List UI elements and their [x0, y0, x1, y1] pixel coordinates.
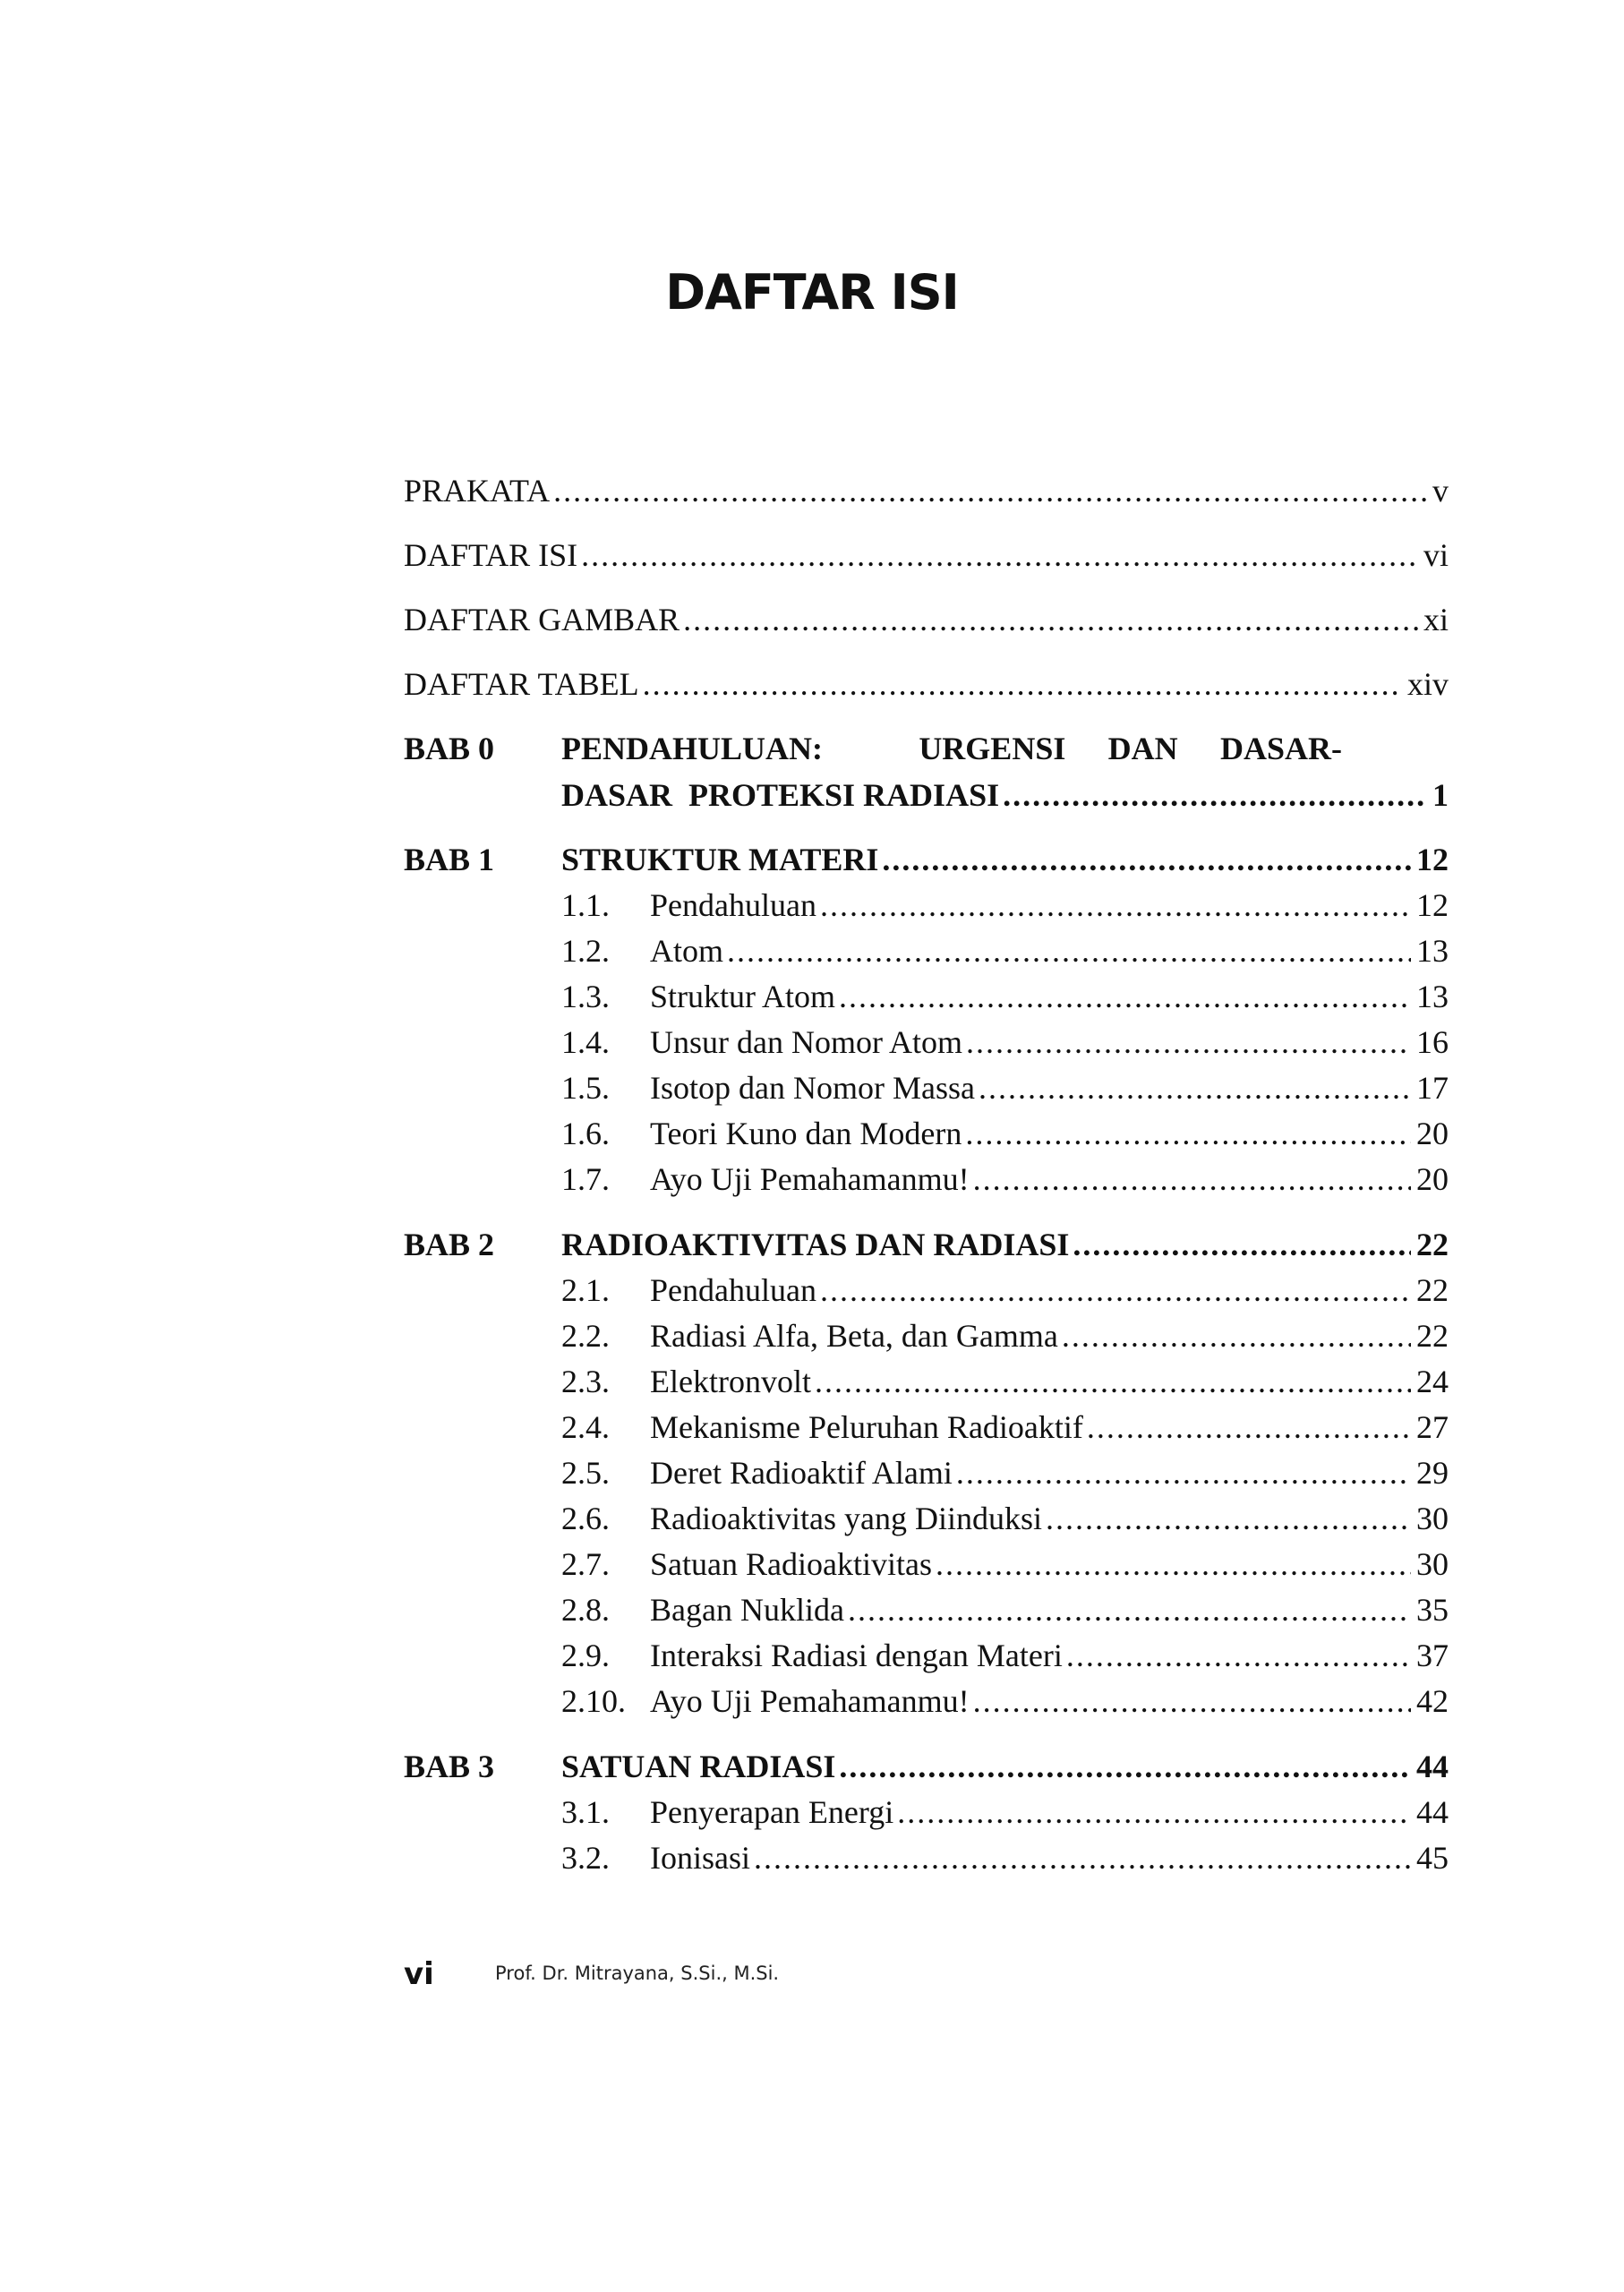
toc-section[interactable] — [650, 1453, 1449, 1492]
toc-entry-page: 42 — [1416, 1683, 1449, 1719]
section-number: 1.4. — [561, 1024, 610, 1060]
dot-leader — [754, 1838, 1411, 1877]
toc-section[interactable] — [650, 1316, 1449, 1356]
section-title: Radioaktivitas yang Diinduksi — [650, 1501, 1042, 1536]
toc-section[interactable] — [650, 1362, 1449, 1401]
toc-entry-page: 30 — [1416, 1501, 1449, 1536]
chapter-title: RADIOAKTIVITAS DAN RADIASI — [561, 1227, 1070, 1262]
toc-entry-page: 20 — [1416, 1161, 1449, 1197]
section-number: 2.2. — [561, 1318, 610, 1354]
section-number: 1.7. — [561, 1161, 610, 1197]
toc-chapter-0[interactable] — [561, 775, 1449, 815]
section-title: Mekanisme Peluruhan Radioaktif — [650, 1409, 1083, 1445]
toc-entry-page: 44 — [1416, 1749, 1449, 1784]
toc-chapter-1[interactable] — [561, 840, 1449, 879]
chapter-number: BAB 2 — [404, 1227, 495, 1262]
toc-entry-page: 20 — [1416, 1116, 1449, 1151]
chapter-title: SATUAN RADIASI — [561, 1749, 836, 1784]
toc-chapter-3[interactable] — [561, 1747, 1449, 1786]
section-number: 2.5. — [561, 1455, 610, 1491]
dot-leader — [936, 1544, 1411, 1584]
toc-section[interactable] — [650, 1068, 1449, 1108]
dot-leader — [848, 1590, 1411, 1629]
dot-leader — [1087, 1407, 1411, 1447]
dot-leader — [965, 1114, 1411, 1153]
toc-entry-page: 22 — [1416, 1318, 1449, 1354]
section-number: 2.6. — [561, 1501, 610, 1536]
toc-entry-daftar-gambar[interactable] — [404, 600, 1449, 639]
chapter-title: STRUKTUR MATERI — [561, 842, 879, 877]
toc-entry-page: 22 — [1416, 1227, 1449, 1262]
toc-entry-page: 16 — [1416, 1024, 1449, 1060]
dot-leader — [1046, 1499, 1411, 1538]
toc-entry-prakata[interactable] — [404, 471, 1449, 510]
section-title: Teori Kuno dan Modern — [650, 1116, 962, 1151]
dot-leader — [727, 931, 1411, 971]
toc-entry-label: DAFTAR TABEL — [404, 666, 639, 702]
toc-section[interactable] — [650, 977, 1449, 1016]
chapter-title-word: DASAR- — [1219, 731, 1342, 766]
toc-entry-page: v — [1432, 473, 1449, 509]
toc-entry-page: 13 — [1416, 933, 1449, 969]
section-title: Interaksi Radiasi dengan Materi — [650, 1638, 1063, 1673]
toc-entry-page: 17 — [1416, 1070, 1449, 1106]
section-number: 3.2. — [561, 1840, 610, 1876]
section-title: Radiasi Alfa, Beta, dan Gamma — [650, 1318, 1058, 1354]
section-title: Satuan Radioaktivitas — [650, 1546, 932, 1582]
section-number: 1.1. — [561, 887, 610, 923]
toc-section[interactable] — [650, 1838, 1449, 1877]
toc-entry-page: 22 — [1416, 1272, 1449, 1308]
toc-section[interactable] — [650, 885, 1449, 925]
chapter-title: DASAR PROTEKSI RADIASI — [561, 777, 1000, 813]
toc-entry-page: xi — [1423, 602, 1449, 637]
section-number: 2.8. — [561, 1592, 610, 1628]
section-number: 2.10. — [561, 1683, 626, 1719]
dot-leader — [581, 535, 1418, 575]
toc-section[interactable] — [650, 1499, 1449, 1538]
chapter-title-line[interactable] — [561, 729, 1342, 768]
chapter-number: BAB 1 — [404, 842, 495, 877]
toc-entry-page: 13 — [1416, 979, 1449, 1014]
chapter-title-word: PENDAHULUAN: — [561, 731, 823, 766]
section-number: 3.1. — [561, 1794, 610, 1830]
toc-entry-page: 1 — [1432, 777, 1449, 813]
dot-leader — [973, 1159, 1411, 1199]
section-title: Elektronvolt — [650, 1364, 811, 1399]
section-title: Struktur Atom — [650, 979, 836, 1014]
toc-entry-label: DAFTAR GAMBAR — [404, 602, 680, 637]
dot-leader — [1003, 775, 1427, 815]
footer-author: Prof. Dr. Mitrayana, S.Si., M.Si. — [495, 1963, 780, 1984]
toc-section[interactable] — [650, 1792, 1449, 1832]
dot-leader — [643, 664, 1402, 704]
dot-leader — [820, 885, 1411, 925]
section-number: 1.3. — [561, 979, 610, 1014]
page-number: vi — [404, 1956, 434, 1992]
toc-section[interactable] — [650, 1681, 1449, 1721]
toc-section[interactable] — [650, 1022, 1449, 1062]
chapter-title-word: URGENSI — [919, 731, 1066, 766]
dot-leader — [897, 1792, 1411, 1832]
section-title: Ionisasi — [650, 1840, 750, 1876]
chapter-number: BAB 3 — [404, 1749, 495, 1784]
toc-entry-page: 35 — [1416, 1592, 1449, 1628]
dot-leader — [1073, 1225, 1411, 1264]
section-number: 2.3. — [561, 1364, 610, 1399]
dot-leader — [815, 1362, 1411, 1401]
toc-section[interactable] — [650, 1407, 1449, 1447]
dot-leader — [956, 1453, 1411, 1492]
toc-entry-page: 29 — [1416, 1455, 1449, 1491]
toc-section[interactable] — [650, 1544, 1449, 1584]
section-number: 1.2. — [561, 933, 610, 969]
section-title: Pendahuluan — [650, 887, 816, 923]
section-title: Deret Radioaktif Alami — [650, 1455, 953, 1491]
toc-entry-daftar-tabel[interactable] — [404, 664, 1449, 704]
section-title: Isotop dan Nomor Massa — [650, 1070, 975, 1106]
dot-leader — [979, 1068, 1411, 1108]
section-title: Bagan Nuklida — [650, 1592, 844, 1628]
section-number: 2.7. — [561, 1546, 610, 1582]
section-title: Atom — [650, 933, 724, 969]
chapter-title-word: DAN — [1107, 731, 1178, 766]
toc-section[interactable] — [650, 931, 1449, 971]
dot-leader — [553, 471, 1427, 510]
toc-entry-page: 12 — [1416, 842, 1449, 877]
toc-entry-page: vi — [1423, 537, 1449, 573]
section-number: 1.5. — [561, 1070, 610, 1106]
toc-entry-daftar-isi[interactable] — [404, 535, 1449, 575]
dot-leader — [839, 1747, 1411, 1786]
toc-entry-label: PRAKATA — [404, 473, 551, 509]
toc-entry-label: DAFTAR ISI — [404, 537, 578, 573]
dot-leader — [820, 1270, 1411, 1310]
chapter-number: BAB 0 — [404, 731, 495, 766]
toc-section[interactable] — [650, 1159, 1449, 1199]
page-title: DAFTAR ISI — [665, 264, 959, 321]
section-number: 1.6. — [561, 1116, 610, 1151]
dot-leader — [1066, 1636, 1411, 1675]
toc-entry-page: 44 — [1416, 1794, 1449, 1830]
toc-entry-page: 27 — [1416, 1409, 1449, 1445]
section-title: Ayo Uji Pemahamanmu! — [650, 1683, 970, 1719]
section-title: Unsur dan Nomor Atom — [650, 1024, 962, 1060]
section-number: 2.4. — [561, 1409, 610, 1445]
dot-leader — [966, 1022, 1411, 1062]
dot-leader — [1062, 1316, 1411, 1356]
section-title: Ayo Uji Pemahamanmu! — [650, 1161, 970, 1197]
toc-entry-page: xiv — [1406, 666, 1449, 702]
dot-leader — [882, 840, 1411, 879]
toc-entry-page: 12 — [1416, 887, 1449, 923]
toc-entry-page: 37 — [1416, 1638, 1449, 1673]
toc-chapter-2[interactable] — [561, 1225, 1449, 1264]
dot-leader — [973, 1681, 1411, 1721]
toc-section[interactable] — [650, 1590, 1449, 1629]
dot-leader — [683, 600, 1418, 639]
section-number: 2.1. — [561, 1272, 610, 1308]
toc-entry-page: 30 — [1416, 1546, 1449, 1582]
toc-entry-page: 24 — [1416, 1364, 1449, 1399]
dot-leader — [839, 977, 1411, 1016]
toc-entry-page: 45 — [1416, 1840, 1449, 1876]
toc-section[interactable] — [650, 1114, 1449, 1153]
section-title: Pendahuluan — [650, 1272, 816, 1308]
toc-section[interactable] — [650, 1270, 1449, 1310]
section-number: 2.9. — [561, 1638, 610, 1673]
toc-section[interactable] — [650, 1636, 1449, 1675]
section-title: Penyerapan Energi — [650, 1794, 894, 1830]
